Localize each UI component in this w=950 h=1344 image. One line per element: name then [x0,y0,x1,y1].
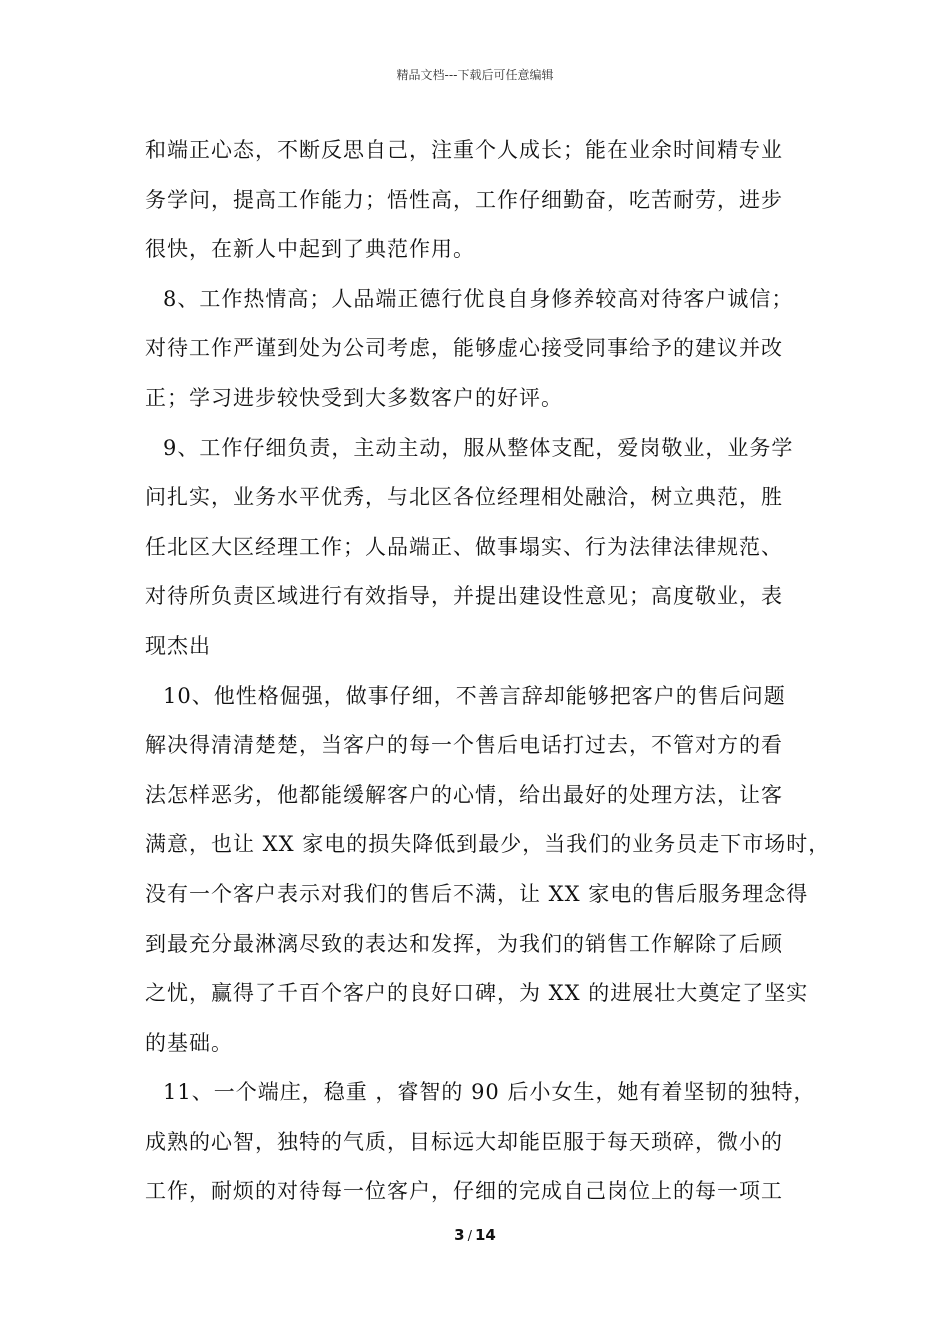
text-line: 的基础。 [145,1030,233,1055]
document-body [145,126,831,1217]
text-line: 任北区大区经理工作；人品端正、做事塌实、行为法律法律规范、 [145,534,783,559]
page-number [0,1226,950,1244]
paragraph-item-8 [145,275,815,424]
text-line: 之忧，赢得了千百个客户的良好口碑，为 XX 的进展壮大奠定了坚实 [145,981,809,1006]
text-line: 对待工作严谨到处为公司考虑，能够虚心接受同事给予的建议并改 [145,336,783,361]
text-line: 和端正心态，不断反思自己，注重个人成长；能在业余时间精专业 [145,138,783,162]
text-line: 10、他性格倔强，做事仔细，不善言辞却能够把客户的售后问题 [163,683,786,708]
text-line: 法怎样恶劣，他都能缓解客户的心情，给出最好的处理方法，让客 [145,782,783,807]
paragraph-item-11 [145,1068,815,1217]
page-header: 精品文档---下载后可任意编辑 [396,68,554,82]
current-page: 3 [454,1226,465,1244]
text-line: 8、工作热情高；人品端正德行优良自身修养较高对待客户诚信； [163,286,794,311]
paragraph-item-10 [145,672,831,1069]
text-line: 满意，也让 XX 家电的损失降低到最少，当我们的业务员走下市场时， [145,832,831,857]
text-line: 没有一个客户表示对我们的售后不满，让 XX 家电的售后服务理念得 [145,881,809,906]
text-line: 11、一个端庄，稳重 ，睿智的 90 后小女生，她有着坚韧的独特， [163,1080,816,1105]
text-line: 问扎实，业务水平优秀，与北区各位经理相处融洽，树立典范，胜 [145,485,783,510]
page-separator: / [467,1229,472,1244]
paragraph-item-9 [145,424,815,672]
text-line: 正；学习进步较快受到大多数客户的好评。 [145,385,563,410]
text-line: 成熟的心智，独特的气质，目标远大却能臣服于每天琐碎，微小的 [145,1129,783,1154]
text-line: 现杰出 [145,633,211,658]
total-pages: 14 [474,1226,496,1244]
text-line: 对待所负责区域进行有效指导，并提出建设性意见；高度敬业，表 [145,584,783,609]
text-line: 务学问，提高工作能力；悟性高，工作仔细勤奋，吃苦耐劳，进步 [145,187,783,212]
text-line: 工作，耐烦的对待每一位客户，仔细的完成自己岗位上的每一项工 [145,1179,783,1204]
paragraph-continuation [145,126,815,275]
text-line: 9、工作仔细负责，主动主动，服从整体支配，爱岗敬业，业务学 [163,435,794,460]
text-line: 很快，在新人中起到了典范作用。 [145,237,475,262]
text-line: 解决得清清楚楚，当客户的每一个售后电话打过去，不管对方的看 [145,733,783,758]
text-line: 到最充分最淋漓尽致的表达和发挥，为我们的销售工作解除了后顾 [145,931,783,956]
